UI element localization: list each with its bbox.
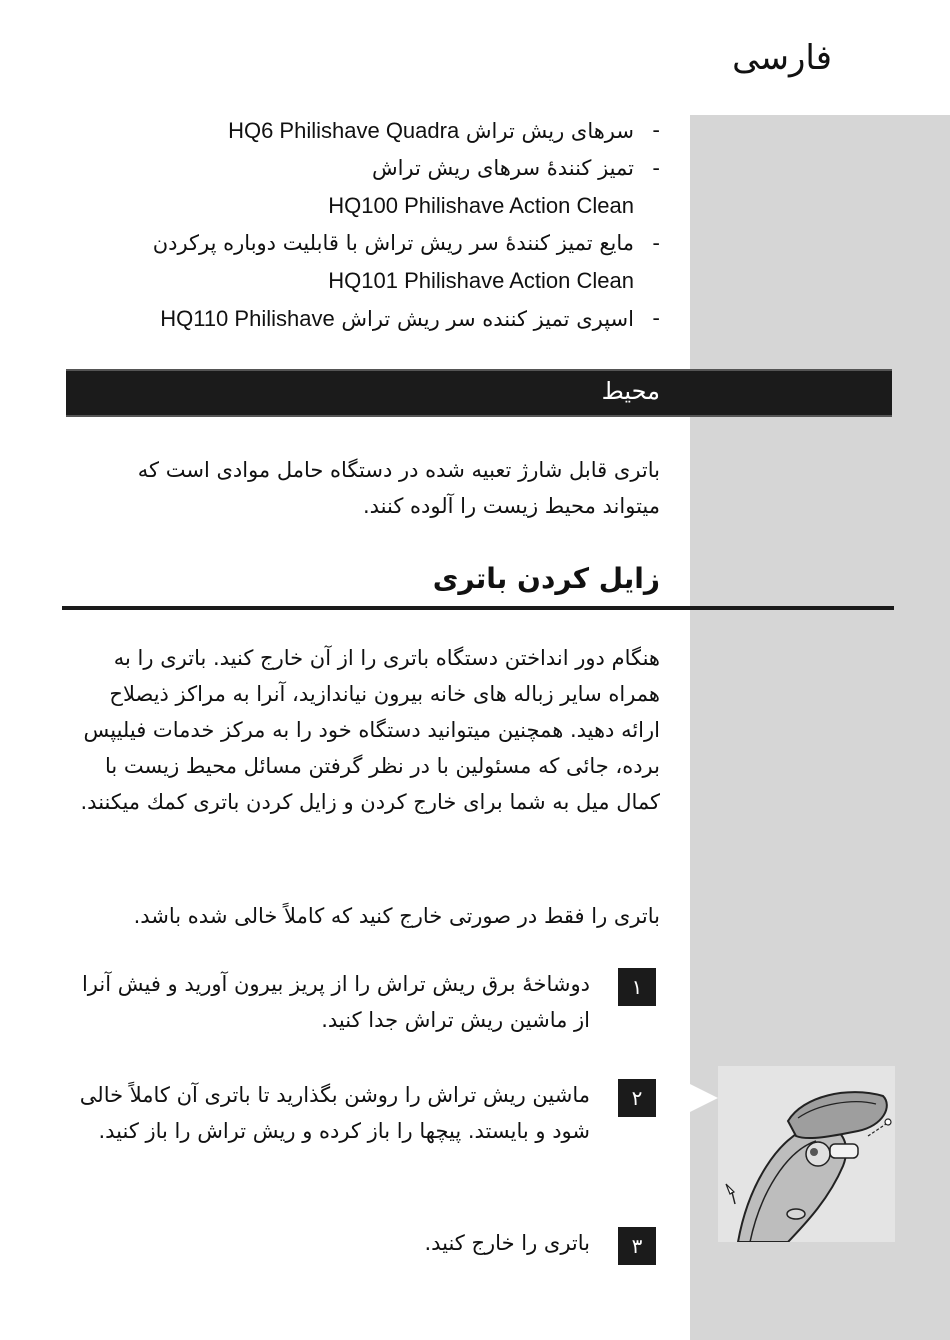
- list-dash: -: [652, 306, 660, 330]
- list-item-text: اسپری تمیز کننده سر ریش تراش: [341, 307, 634, 331]
- step-text: باتری را خارج کنید.: [424, 1231, 590, 1255]
- figure-pointer: [690, 1084, 718, 1112]
- list-item-model: HQ6 Philishave Quadra: [228, 118, 460, 143]
- step-1: [60, 966, 660, 1038]
- step-text: ماشین ریش تراش را روشن بگذارید تا باتری آن کاملاً خالی شود و بایستد. پیچها را باز کرده و ریش تراش را باز کنید.: [79, 1083, 590, 1143]
- list-dash: -: [652, 156, 660, 180]
- list-item-model: HQ101 Philishave Action Clean: [328, 268, 634, 293]
- list-item: [60, 225, 660, 300]
- shaver-battery-removal-illustration-icon: [718, 1066, 895, 1242]
- step-text: دوشاخۀ برق ریش تراش را از پریز بیرون آورید و فیش آنرا از ماشین ریش تراش جدا کنید.: [81, 972, 590, 1032]
- disposal-title: زایل کردن باتری: [432, 562, 660, 595]
- list-dash: -: [652, 231, 660, 255]
- language-label: فارسی: [732, 38, 832, 78]
- step-2: [60, 1077, 660, 1149]
- list-item-text: سرهای ریش تراش: [465, 119, 634, 143]
- step-number: ١: [618, 968, 656, 1006]
- accessories-list: [60, 112, 660, 338]
- list-item-text: مایع تمیز کنندۀ سر ریش تراش با قابلیت دوباره پرکردن: [152, 231, 634, 255]
- section-divider: [62, 606, 894, 610]
- step-number: ٢: [618, 1079, 656, 1117]
- step-3: [60, 1225, 660, 1261]
- step-number: ٣: [618, 1227, 656, 1265]
- list-item-model: HQ100 Philishave Action Clean: [328, 193, 634, 218]
- list-item: [60, 150, 660, 225]
- environment-section-bar: [66, 369, 892, 417]
- list-dash: -: [652, 118, 660, 142]
- environment-title: محیط: [601, 377, 660, 405]
- list-item: [60, 300, 660, 338]
- environment-text: باتری قابل شارژ تعبیه شده در دستگاه حامل موادی است که میتواند محیط زیست را آلوده کنند.: [137, 458, 660, 518]
- disposal-paragraph: هنگام دور انداختن دستگاه باتری را از آن خارج کنید. باتری را به همراه سایر زباله های خانه بیرون نیاندازید، آنرا به مراکز ذیصلاح ارائه دهید. همچنین میتوانید دستگاه خود را به مرکز خدمات فیلیپس برده، جائی که مسئولین با در نظر گرفتن مسائل محیط زیست با کمال میل به شما برای خارج کردن و زایل کردن باتری کمك میکنند.: [80, 646, 660, 814]
- list-item-model: HQ110 Philishave: [160, 306, 335, 331]
- list-item: [60, 112, 660, 150]
- list-item-text: تمیز کنندۀ سرهای ریش تراش: [371, 156, 634, 180]
- disposal-note: باتری را فقط در صورتی خارج کنید که کاملاً خالی شده باشد.: [133, 904, 660, 928]
